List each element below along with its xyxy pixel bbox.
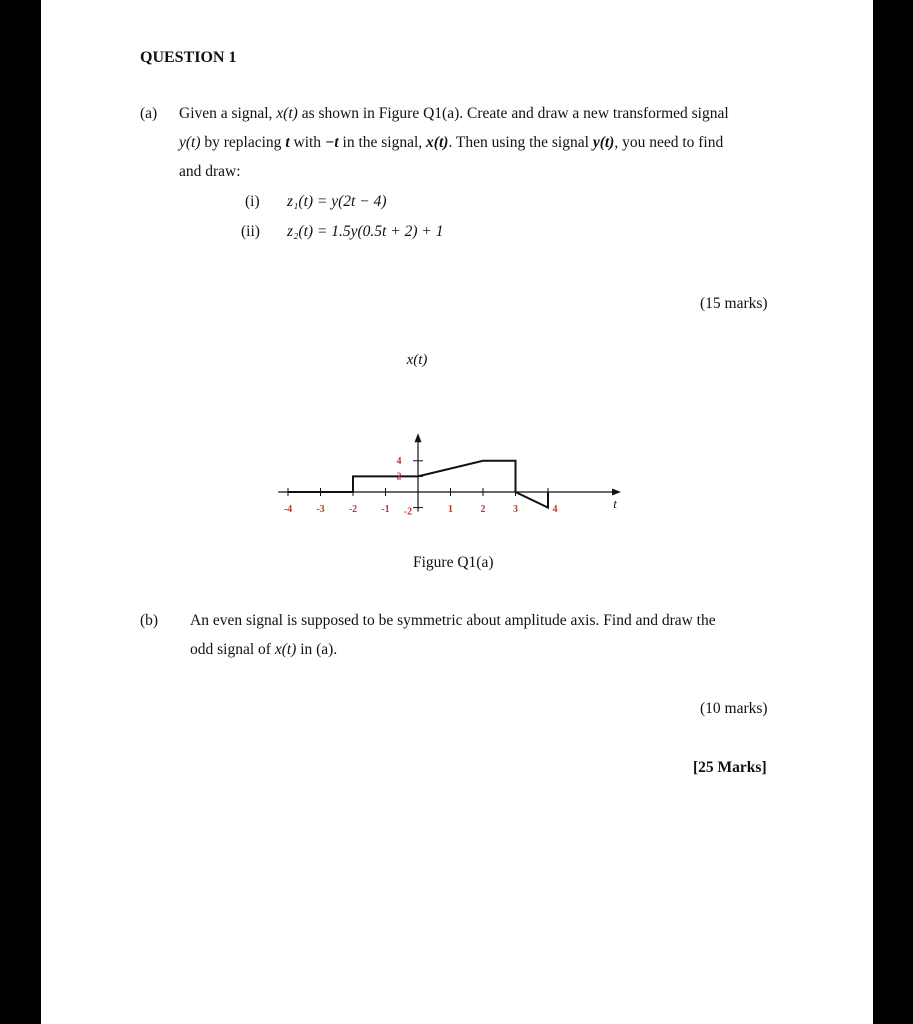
y-tick-label: 4	[396, 455, 402, 467]
figure-caption: Figure Q1(a)	[413, 554, 494, 571]
part-a-line-2-mid4: . Then using the signal	[448, 134, 593, 151]
part-a-line-2-mid2: with	[289, 134, 325, 151]
y-tick-label: 2	[396, 471, 402, 483]
part-b-line-1: An even signal is supposed to be symmetric about amplitude axis. Find and draw the	[190, 612, 716, 629]
part-a-line-2-post: , you need to find	[614, 134, 724, 151]
part-b-line-2	[190, 641, 337, 659]
x-tick-label: -2	[348, 504, 358, 515]
sub-i-equation: z₁(t) = y(2t − 4)	[287, 193, 387, 210]
part-a-line-1-post: as shown in Figure Q1(a). Create and draw a new transformed signal	[297, 105, 729, 122]
part-a-line-1	[179, 105, 729, 123]
part-b-label: (b)	[140, 612, 159, 629]
x-tick-label: 2	[480, 504, 486, 515]
figure-q1a-chart	[261, 340, 641, 540]
part-b-marks: (10 marks)	[700, 700, 768, 717]
sub-ii-label: (ii)	[241, 223, 260, 240]
y-axis-arrow	[415, 433, 422, 442]
x-tick-label: 1	[448, 504, 453, 515]
y-tick-label: -2	[403, 506, 413, 518]
part-b-line-2-var: x(t)	[274, 641, 297, 658]
part-a-label: (a)	[140, 105, 158, 122]
x-tick-label: -4	[283, 504, 293, 515]
x-tick-label: -3	[316, 504, 325, 515]
part-a-line-2-var1: y(t)	[179, 134, 201, 151]
chart-axes	[278, 433, 621, 511]
y-axis-label: x(t)	[406, 352, 428, 368]
x-axis-arrow	[612, 489, 621, 496]
x-tick-label: -1	[381, 504, 390, 515]
x-axis-label: t	[613, 496, 617, 511]
x-tick-label: 4	[552, 504, 558, 515]
part-a-line-2-var2: t	[285, 134, 290, 151]
sub-ii-equation: z₂(t) = 1.5y(0.5t + 2) + 1	[287, 223, 444, 240]
part-a-line-1-var: x(t)	[276, 105, 298, 122]
part-a-line-2-var3: −t	[324, 134, 339, 151]
sub-i-label: (i)	[245, 193, 260, 210]
question-heading: QUESTION 1	[140, 49, 237, 66]
part-b-line-2-pre: odd signal of	[190, 641, 275, 658]
part-a-line-3: and draw:	[179, 163, 241, 180]
part-a-line-2	[179, 134, 723, 152]
part-a-line-1-pre: Given a signal,	[179, 105, 277, 122]
part-a-line-2-mid1: by replacing	[200, 134, 286, 151]
document-page	[41, 0, 873, 1024]
part-a-marks: (15 marks)	[700, 295, 768, 312]
x-tick-label: 3	[513, 504, 518, 515]
part-a-line-2-mid3: in the signal,	[338, 134, 427, 151]
total-marks: [25 Marks]	[693, 759, 767, 776]
part-b-line-2-post: in (a).	[296, 641, 338, 658]
part-a-line-2-var5: y(t)	[592, 134, 615, 151]
part-a-line-2-var4: x(t)	[426, 134, 449, 151]
